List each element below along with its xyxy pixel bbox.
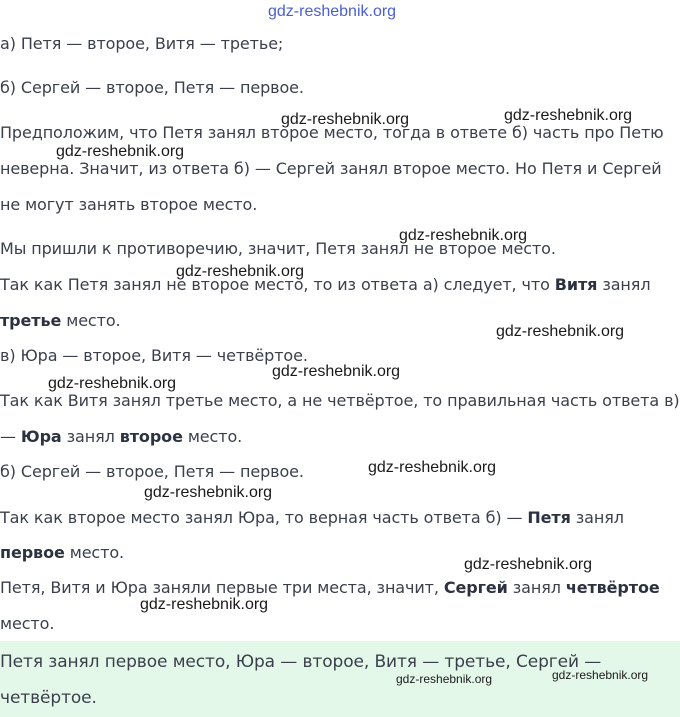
- text-span: Петя, Витя и Юра заняли первые три места, значит,: [0, 578, 444, 597]
- paragraph-line: [0, 507, 624, 529]
- bold-place: третье: [0, 311, 62, 330]
- paragraph-line: неверна. Значит, из ответа б) — Сергей занял второе место. Но Петя и Сергей: [0, 159, 662, 178]
- text-span: занял: [507, 578, 566, 597]
- bold-name: Сергей: [443, 578, 508, 597]
- watermark: gdz-reshebnik.org: [464, 556, 593, 573]
- watermark: gdz-reshebnik.org: [176, 263, 305, 280]
- watermark: gdz-reshebnik.org: [281, 111, 410, 128]
- watermark: gdz-reshebnik.org: [56, 143, 185, 160]
- paragraph-line: Предположим, что Петя занял второе место, тогда в ответе б) часть про Петю: [0, 123, 664, 142]
- option-c-line: в) Юра — второе, Витя — четвёртое.: [0, 346, 308, 365]
- bold-place: второе: [119, 427, 183, 446]
- watermark: gdz-reshebnik.org: [552, 668, 649, 682]
- text-span: Так как второе место занял Юра, то верная часть ответа б) —: [0, 508, 528, 527]
- text-span: занял: [597, 275, 651, 294]
- text-span: занял: [570, 508, 624, 527]
- paragraph-line: [0, 310, 121, 332]
- watermark: gdz-reshebnik.org: [368, 459, 497, 476]
- watermark: gdz-reshebnik.org: [140, 596, 269, 613]
- bold-place: четвёртое: [565, 578, 660, 597]
- paragraph-line: [0, 426, 242, 448]
- bold-name: Петя: [527, 508, 571, 527]
- text-span: место.: [61, 311, 121, 330]
- text-span: место.: [64, 543, 125, 562]
- option-b-line: б) Сергей — второе, Петя — первое.: [0, 78, 304, 97]
- watermark: gdz-reshebnik.org: [396, 672, 493, 686]
- option-b-line: б) Сергей — второе, Петя — первое.: [0, 462, 304, 481]
- paragraph-line: [0, 274, 650, 296]
- watermark-top: gdz-reshebnik.org: [268, 3, 397, 20]
- paragraph-line: место.: [0, 614, 55, 633]
- text-span: Так как Петя занял не второе место, то из ответа а) следует, что: [0, 275, 555, 294]
- paragraph-line: [0, 542, 124, 564]
- answer-line: четвёртое.: [0, 688, 97, 708]
- watermark: gdz-reshebnik.org: [272, 363, 401, 380]
- watermark: gdz-reshebnik.org: [48, 375, 177, 392]
- text-span: место.: [182, 427, 243, 446]
- option-a-line: а) Петя — второе, Витя — третье;: [0, 34, 284, 53]
- text-span: —: [0, 427, 21, 446]
- bold-name: Витя: [554, 275, 598, 294]
- bold-place: первое: [0, 543, 65, 562]
- watermark: gdz-reshebnik.org: [496, 323, 625, 340]
- answer-line: Петя занял первое место, Юра — второе, Витя — третье, Сергей —: [0, 652, 602, 672]
- watermark: gdz-reshebnik.org: [144, 484, 273, 501]
- watermark: gdz-reshebnik.org: [504, 107, 633, 124]
- paragraph-line: Так как Витя занял третье место, а не четвёртое, то правильная часть ответа в): [0, 391, 680, 410]
- paragraph-line: не могут занять второе место.: [0, 195, 258, 214]
- watermark: gdz-reshebnik.org: [399, 227, 528, 244]
- bold-name: Юра: [20, 427, 62, 446]
- paragraph-line: Мы пришли к противоречию, значит, Петя занял не второе место.: [0, 239, 556, 258]
- paragraph-line: [0, 577, 660, 599]
- text-span: занял: [61, 427, 120, 446]
